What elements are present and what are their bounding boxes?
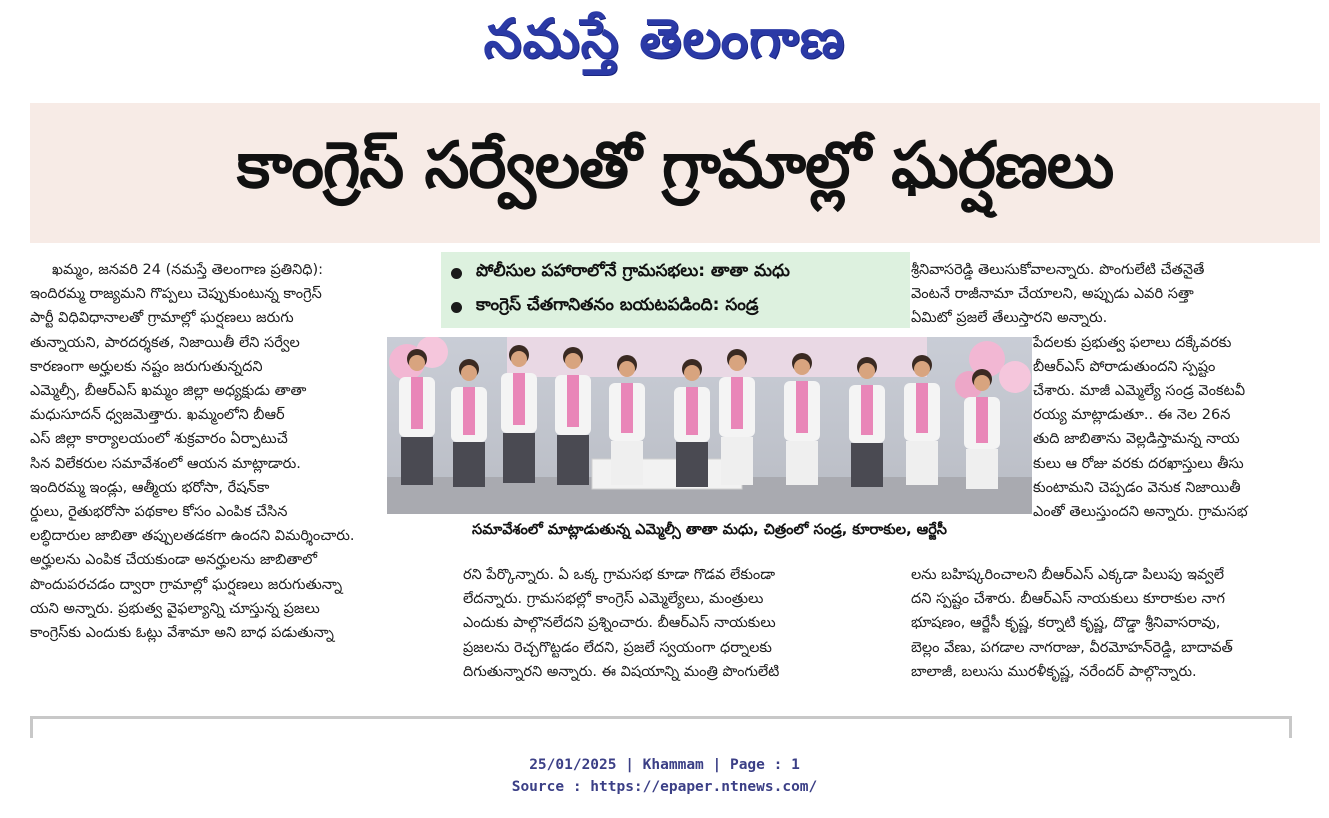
article-line: ఎంతో తెలుస్తుందని అన్నారు. గ్రామసభ bbox=[1033, 504, 1248, 521]
article-line: ఇందిరమ్మ రాజ్యమని గొప్పలు చెప్పుకుంటున్న కాంగ్రెస్ bbox=[30, 286, 322, 303]
article-line: లను బహిష్కరించాలని బీఆర్ఎస్ ఎక్కడా పిలుపు ఇవ్వలే bbox=[911, 567, 1225, 583]
article-line: కులు ఆ రోజు వరకు దరఖాస్తులు తీసు bbox=[1033, 455, 1244, 472]
article-line: పొందుపరచడం ద్వారా గ్రామాల్లో ఘర్షణలు జరుగుతున్నా bbox=[30, 576, 343, 593]
article-line: బీఆర్ఎస్ పోరాడుతుందని స్పష్టం bbox=[1033, 358, 1216, 375]
article-line: ఎమ్మెల్సీ, బీఆర్ఎస్ ఖమ్మం జిల్లా అధ్యక్షుడు తాతా bbox=[30, 383, 307, 400]
highlight-text: పోలీసుల పహారాలోనే గ్రామసభలు: తాతా మధు bbox=[476, 261, 790, 281]
article-line: అర్హులను ఎంపిక చేయకుండా అనర్హులను జాబితాలో bbox=[30, 552, 318, 569]
footer-source: Source : https://epaper.ntnews.com/ bbox=[511, 779, 818, 795]
article-column-3 bbox=[911, 258, 1311, 524]
highlight-item bbox=[451, 258, 906, 288]
highlights-box bbox=[441, 252, 910, 328]
article-line: రయ్య మాట్లాడుతూ.. ఈ నెల 26న bbox=[1033, 407, 1231, 424]
article-line: కుంటామని చెప్పడం వెనుక నిజాయితీ bbox=[1033, 479, 1241, 496]
article-line: ఖమ్మం, జనవరి 24 (నమస్తే తెలంగాణ ప్రతినిధి): bbox=[52, 262, 324, 278]
article-line: పార్టీ విధివిధానాలతో గ్రామాల్లో ఘర్షణలు జరుగు bbox=[30, 310, 294, 327]
article-line: తుది జాబితాను వెల్లడిస్తామన్న నాయ bbox=[1033, 431, 1240, 448]
article-line: ఇందిరమ్మ ఇండ్లు, ఆత్మీయ భరోసా, రేషన్‌కా bbox=[30, 479, 270, 496]
article-line: దని స్పష్టం చేశారు. బీఆర్ఎస్ నాయకులు కూరాకుల నాగ bbox=[911, 591, 1225, 608]
newspaper-masthead: నమస్తే తెలంగాణ bbox=[483, 7, 846, 70]
article-line: దిగుతున్నారని అన్నారు. ఈ విషయాన్ని మంత్రి పొంగులేటి bbox=[463, 663, 780, 680]
headline-banner bbox=[30, 103, 1320, 243]
article-line: ఏమిటో ప్రజలే తేలుస్తారని అన్నారు. bbox=[911, 310, 1108, 327]
article-line: వెంటనే రాజీనామా చేయాలని, అప్పుడు ఎవరి సత్తా bbox=[911, 286, 1194, 303]
next-article-border bbox=[30, 716, 1292, 738]
article-column-2 bbox=[463, 563, 883, 684]
article-line: పేదలకు ప్రభుత్వ ఫలాలు దక్కేవరకు bbox=[1033, 334, 1232, 351]
article-line: ర్డులు, రైతుభరోసా పథకాల కోసం ఎంపిక చేసిన bbox=[30, 504, 288, 521]
article-line: బాలాజీ, బలుసు మురళీకృష్ణ, నరేందర్ పాల్గొన్నారు. bbox=[911, 663, 1197, 680]
photo-caption: సమావేశంలో మాట్లాడుతున్న ఎమ్మెల్సీ తాతా మధు, చిత్రంలో సండ్ర, కూరాకుల, ఆర్జేసీ bbox=[387, 516, 1032, 548]
article-line: శ్రీనివాసరెడ్డి తెలుసుకోవాలన్నారు. పొంగులేటి చేతనైతే bbox=[911, 262, 1205, 278]
article-line: లబ్ధిదారుల జాబితా తప్పులతడకగా ఉందని విమర్శించారు. bbox=[30, 528, 355, 545]
article-line: తున్నాయని, పారదర్శకత, నిజాయితీ లేని సర్వేల bbox=[30, 334, 300, 351]
highlight-item bbox=[451, 292, 906, 322]
footer-date-edition: 25/01/2025 | Khammam | Page : 1 bbox=[529, 757, 800, 773]
article-line: ఎస్ జిల్లా కార్యాలయంలో శుక్రవారం ఏర్పాటుచే bbox=[30, 431, 288, 448]
article-column-3-continued bbox=[911, 563, 1311, 684]
highlight-text: కాంగ్రెస్ చేతగానితనం బయటపడింది: సండ్ర bbox=[476, 295, 759, 315]
article-line: బెల్లం వేణు, పగడాల నాగరాజు, వీరమోహన్‌రెడ్డి, బాదావత్ bbox=[911, 639, 1233, 656]
article-line: కాంగ్రెస్‌కు ఎందుకు ఓట్లు వేశామా అని బాధ పడుతున్నా bbox=[30, 625, 334, 642]
bullet-icon bbox=[451, 302, 462, 313]
article-line: కారణంగా అర్హులకు నష్టం జరుగుతున్నదని bbox=[30, 358, 263, 375]
article-line: సిన విలేకరుల సమావేశంలో ఆయన మాట్లాడారు. bbox=[30, 455, 301, 472]
article-column-1 bbox=[30, 258, 430, 645]
article-line: లేదన్నారు. గ్రామసభల్లో కాంగ్రెస్ ఎమ్మెల్యేలు, మంత్రులు bbox=[463, 591, 764, 608]
bullet-icon bbox=[451, 268, 462, 279]
article-line: యని అన్నారు. ప్రభుత్వ వైఫల్యాన్ని చూస్తున్న ప్రజలు bbox=[30, 600, 320, 617]
article-headline: కాంగ్రెస్ సర్వేలతో గ్రామాల్లో ఘర్షణలు bbox=[236, 128, 1114, 203]
article-line: మధుసూదన్ ధ్వజమెత్తారు. ఖమ్మంలోని బీఆర్ bbox=[30, 407, 285, 424]
article-line: రని పేర్కొన్నారు. ఏ ఒక్క గ్రామసభ కూడా గొడవ లేకుండా bbox=[463, 567, 776, 583]
article-line: ఎందుకు పాల్గొనలేదని ప్రశ్నించారు. బీఆర్ఎస్ నాయకులు bbox=[463, 615, 776, 632]
article-line: చేశారు. మాజీ ఎమ్మెల్యే సండ్ర వెంకటవీ bbox=[1033, 383, 1246, 400]
article-line: ప్రజలను రెచ్చగొట్టడం లేదని, ప్రజలే స్వయంగా ధర్నాలకు bbox=[463, 639, 772, 656]
article-line: భూషణం, ఆర్జేసీ కృష్ణ, కర్నాటి కృష్ణ, దొడ్డా శ్రీనివాసరావు, bbox=[911, 615, 1221, 632]
